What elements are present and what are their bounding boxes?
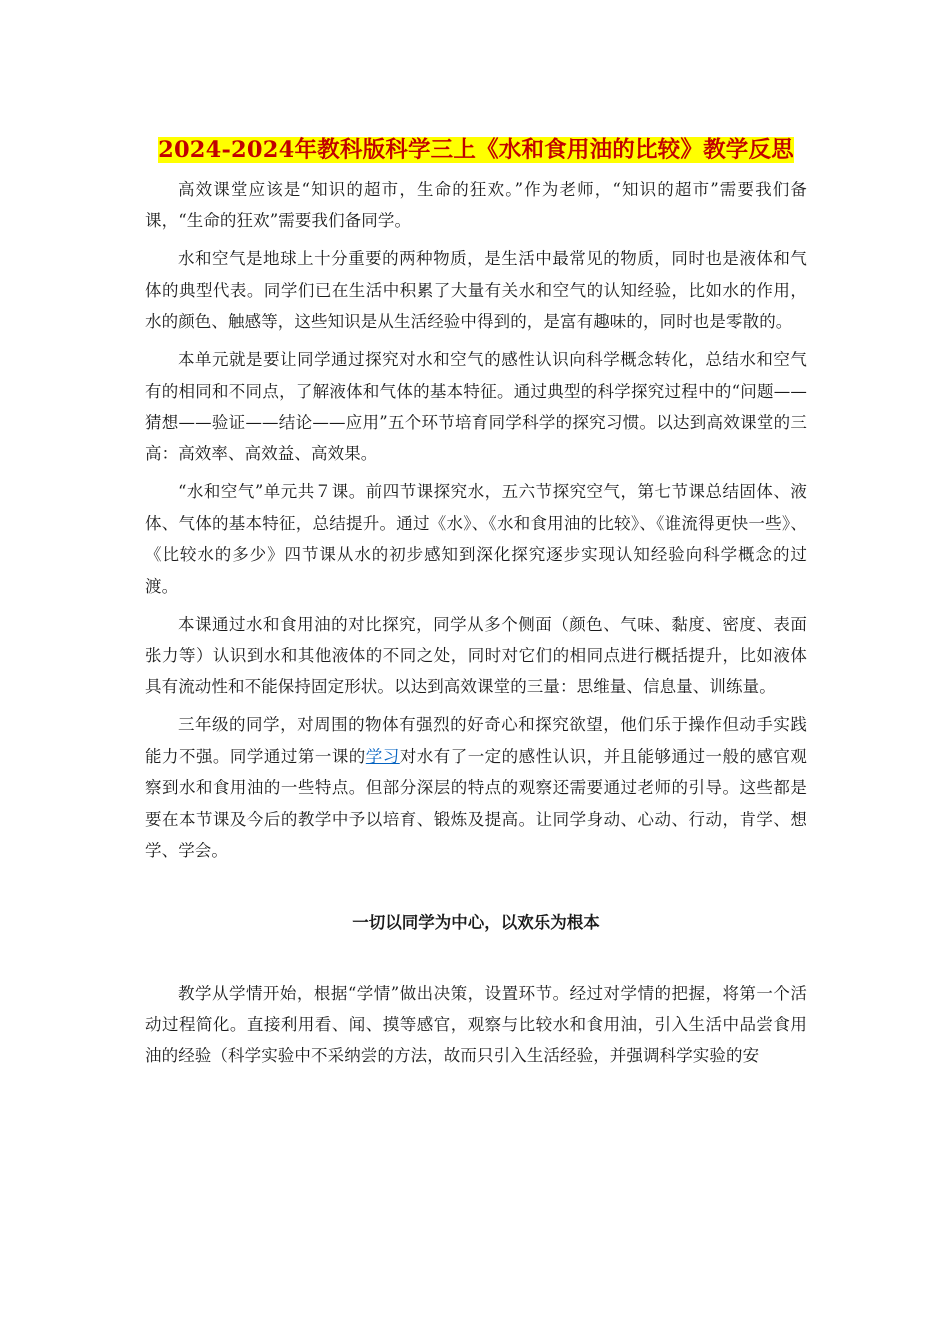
study-link[interactable]: 学习 xyxy=(365,746,400,766)
paragraph-6 xyxy=(145,709,807,866)
paragraph-6-before: 三年级的同学，对周围的物体有强烈的好奇心和探究欲望，他们乐于操作但动手实践能力不强。同学通过第一课的 xyxy=(145,715,807,766)
paragraph-3: 本单元就是要让同学通过探究对水和空气的感性认识向科学概念转化，总结水和空气有的相同和不同点，了解液体和气体的基本特征。通过典型的科学探究过程中的“问题——猜想——验证——结论——应用”五个环节培育同学科学的探究习惯。以达到高效课堂的三高：高效率、高效益、高效果。 xyxy=(145,350,807,464)
paragraph-5: 本课通过水和食用油的对比探究，同学从多个侧面（颜色、气味、黏度、密度、表面张力等）认识到水和其他液体的不同之处，同时对它们的相同点进行概括提升，比如液体具有流动性和不能保持固定形状。以达到高效课堂的三量：思维量、信息量、训练量。 xyxy=(145,614,807,697)
paragraph-2: 水和空气是地球上十分重要的两种物质，是生活中最常见的物质，同时也是液体和气体的典型代表。同学们已在生活中积累了大量有关水和空气的认知经验，比如水的作用，水的颜色、触感等，这些知识是从生活经验中得到的，是富有趣味的，同时也是零散的。 xyxy=(145,249,807,332)
paragraph-6-after: 对水有了一定的感性认识，并且能够通过一般的感官观察到水和食用油的一些特点。但部分深层的特点的观察还需要通过老师的引导。这些都是要在本节课及今后的教学中予以培育、锻炼及提高。让同学身动、心动、行动，肯学、想学、学会。 xyxy=(145,746,807,861)
document-page xyxy=(145,128,807,1078)
paragraph-closing: 教学从学情开始，根据“学情”做出决策，设置环节。经过对学情的把握，将第一个活动过程简化。直接利用看、闻、摸等感官，观察与比较水和食用油，引入生活中品尝食用油的经验（科学实验中不采纳尝的方法，故而只引入生活经验，并强调科学实验的安 xyxy=(145,983,807,1066)
document-title-text: 2024-2024年教科版科学三上《水和食用油的比较》教学反思 xyxy=(158,137,794,163)
document-title xyxy=(145,128,807,172)
paragraph-1: 高效课堂应该是“知识的超市，生命的狂欢。”作为老师，“知识的超市”需要我们备课，“生命的狂欢”需要我们备同学。 xyxy=(145,180,807,231)
paragraph-4: “水和空气”单元共７课。前四节课探究水，五六节探究空气，第七节课总结固体、液体、气体的基本特征，总结提升。通过《水》、《水和食用油的比较》、《谁流得更快一些》、《比较水的多少》四节课从水的初步感知到深化探究逐步实现认知经验向科学概念的过渡。 xyxy=(145,482,807,596)
section-heading: 一切以同学为中心，以欢乐为根本 xyxy=(352,912,600,932)
